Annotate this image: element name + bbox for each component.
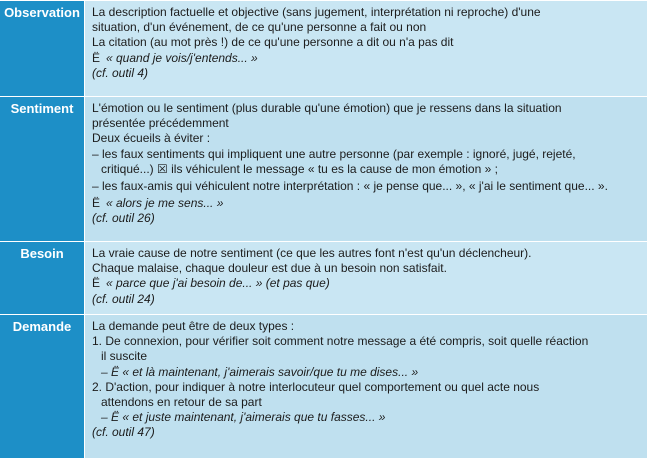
text-line: situation, d'un événement, de ce qu'une personne a fait ou non <box>92 20 427 35</box>
reference: (cf. outil 47) <box>92 425 155 440</box>
example-symbol: Ë <box>92 276 101 291</box>
text-line: attendons en retour de sa part <box>101 395 262 410</box>
text-line: critiqué...) ☒ ils véhiculent le message « tu es la cause de mon émotion » ; <box>101 161 498 176</box>
label-demande: Demande <box>0 315 84 458</box>
text-line: il suscite <box>101 349 148 364</box>
example-text: « parce que j'ai besoin de... » (et pas que) <box>106 276 330 291</box>
example-line <box>92 276 641 291</box>
row-demande <box>0 315 647 458</box>
content-demande <box>85 315 647 458</box>
text-line: présentée précédemment <box>92 116 229 131</box>
row-besoin <box>0 242 647 315</box>
text-line: Chaque malaise, chaque douleur est due à un besoin non satisfait. <box>92 261 447 276</box>
text-line: 1. De connexion, pour vérifier soit comment notre message a été compris, soit quelle réaction <box>92 334 589 349</box>
content-besoin <box>85 242 647 314</box>
sub-example-line: – Ë « et juste maintenant, j'aimerais que tu fasses... » <box>101 410 386 425</box>
text-line: La demande peut être de deux types : <box>92 319 295 333</box>
content-observation <box>85 1 647 96</box>
text-line: La citation (au mot près !) de ce qu'une personne a dit ou n'a pas dit <box>92 35 454 50</box>
row-sentiment <box>0 97 647 242</box>
example-text: « alors je me sens... » <box>106 196 224 211</box>
text-line: – les faux-amis qui véhiculent notre interprétation : « je pense que... », « j'ai le sentiment que... ». <box>92 179 608 194</box>
text-line: L'émotion ou le sentiment (plus durable qu'une émotion) que je ressens dans la situation <box>92 101 562 115</box>
text-line: – les faux sentiments qui impliquent une autre personne (par exemple : ignoré, jugé, rejeté, <box>92 146 576 161</box>
text-line: 2. D'action, pour indiquer à notre interlocuteur quel comportement ou quel acte nous <box>92 379 540 394</box>
row-observation <box>0 1 647 97</box>
text-line: Deux écueils à éviter : <box>92 131 211 146</box>
sub-example-line: – Ë « et là maintenant, j'aimerais savoir/que tu me dises... » <box>101 364 419 379</box>
label-besoin: Besoin <box>0 242 84 314</box>
example-symbol: Ë <box>92 196 101 211</box>
example-text: « quand je vois/j'entends... » <box>106 50 258 65</box>
example-line <box>92 51 641 66</box>
text-line: La description factuelle et objective (sans jugement, interprétation ni reproche) d'une <box>92 5 541 19</box>
reference: (cf. outil 4) <box>92 65 149 80</box>
text-line: La vraie cause de notre sentiment (ce que les autres font n'est qu'un déclencheur). <box>92 246 532 260</box>
reference: (cf. outil 24) <box>92 291 155 306</box>
example-symbol: Ë <box>92 50 101 65</box>
content-sentiment <box>85 97 647 241</box>
label-sentiment: Sentiment <box>0 97 84 241</box>
label-observation: Observation <box>0 1 84 96</box>
reference: (cf. outil 26) <box>92 211 155 226</box>
example-line <box>92 196 641 211</box>
